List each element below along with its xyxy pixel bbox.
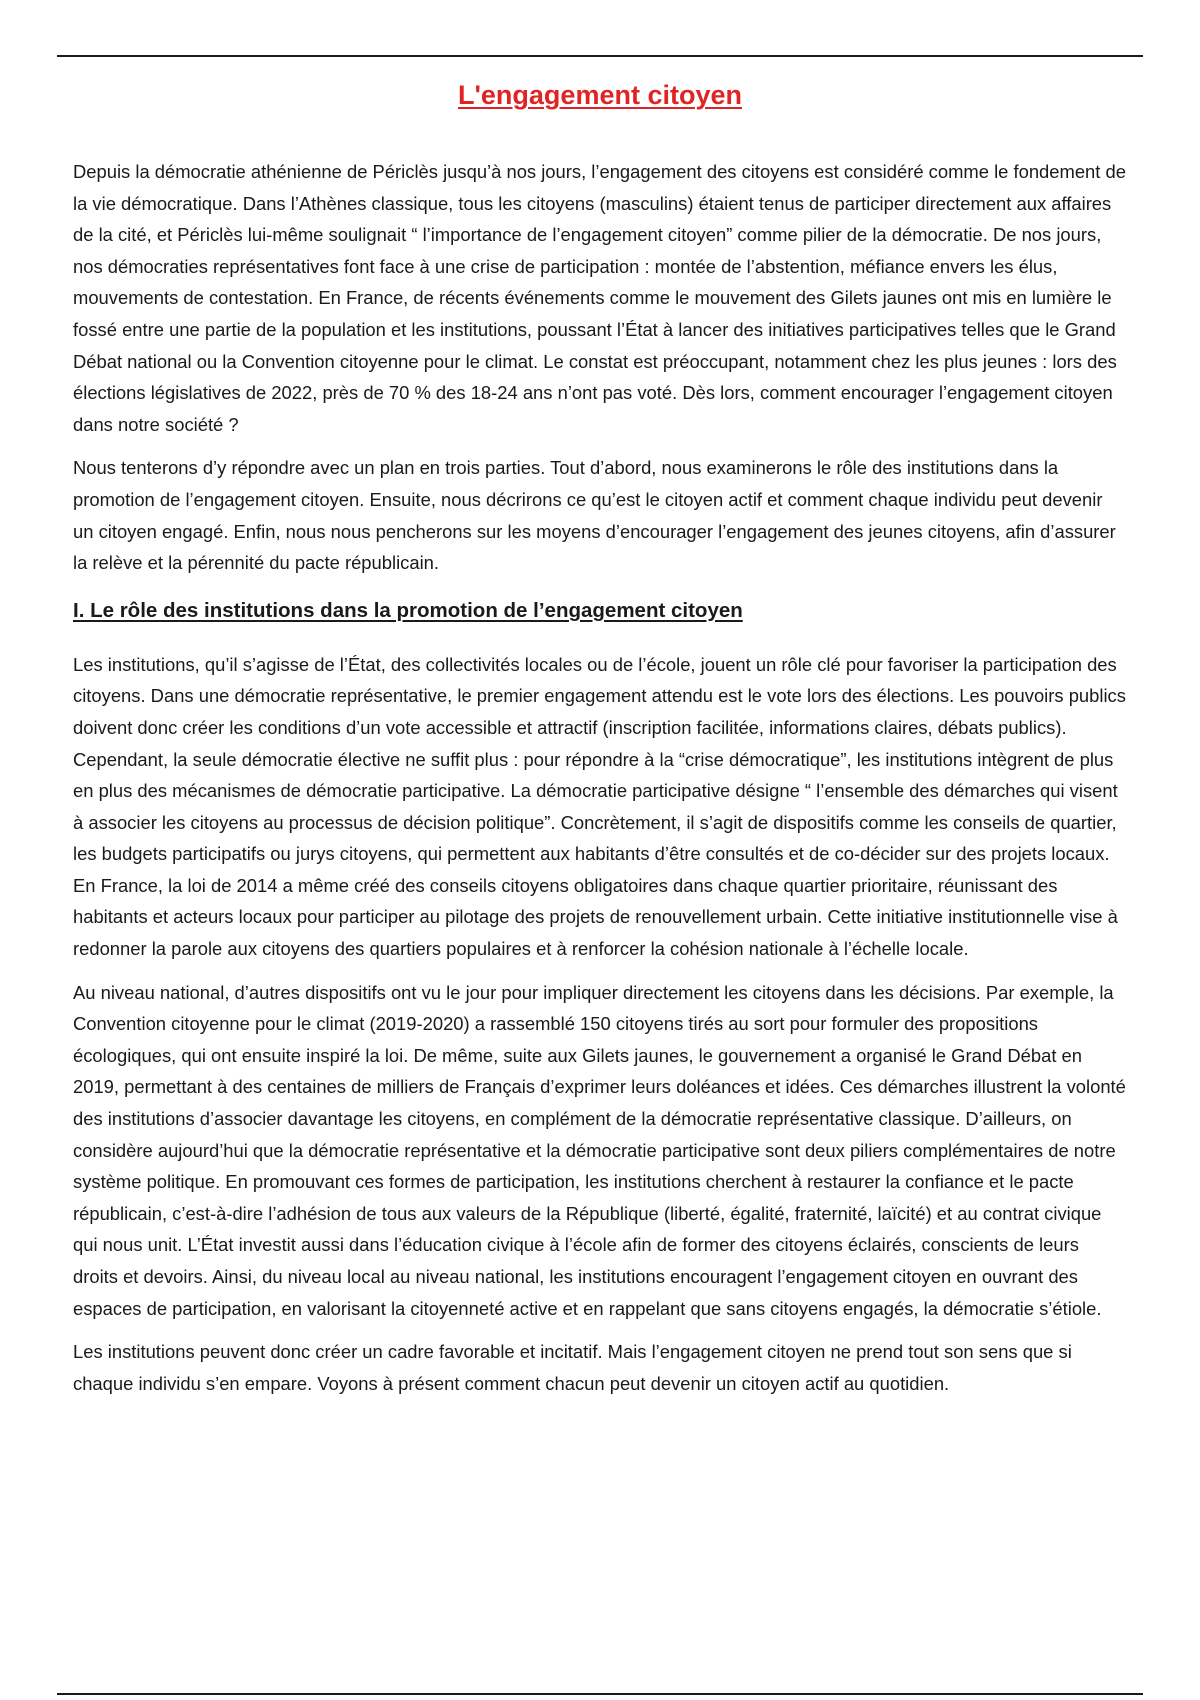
section-1-paragraph-1: Les institutions, qu’il s’agisse de l’État, des collectivités locales ou de l’école, jouent un rôle clé pour favoriser la participation des citoyens. Dans une démocratie représentative, le premier engagement attendu est le vote lors des élections. Les pouvoirs publics doivent donc créer les conditions d’un vote accessible et attractif (inscription facilitée, informations claires, débats publics). Cependant, la seule démocratie élective ne suffit plus : pour répondre à la “crise démocratique”, les institutions intègrent de plus en plus des mécanismes de démocratie participative. La démocratie participative désigne “ l’ensemble des démarches qui visent à associer les citoyens au processus de décision politique”. Concrètement, il s’agit de dispositifs comme les conseils de quartier, les budgets participatifs ou jurys citoyens, qui permettent aux habitants d’être consultés et de co-décider sur des projets locaux. En France, la loi de 2014 a même créé des conseils citoyens obligatoires dans chaque quartier prioritaire, réunissant des habitants et acteurs locaux pour participer au pilotage des projets de renouvellement urbain. Cette initiative institutionnelle vise à redonner la parole aux citoyens des quartiers populaires et à renforcer la cohésion nationale à l’échelle locale. <box>73 653 1126 960</box>
top-rule <box>57 55 1143 57</box>
section-1-paragraph-3: Les institutions peuvent donc créer un cadre favorable et incitatif. Mais l’engagement citoyen ne prend tout son sens que si chaque individu s’en empare. Voyons à présent comment chacun peut devenir un citoyen actif au quotidien. <box>73 1341 1072 1394</box>
bottom-rule <box>57 1693 1143 1695</box>
document-page <box>73 78 1127 1399</box>
section-1-heading: I. Le rôle des institutions dans la promotion de l’engagement citoyen <box>73 598 743 622</box>
section-1-paragraph-2: Au niveau national, d’autres dispositifs ont vu le jour pour impliquer directement les citoyens dans les décisions. Par exemple, la Convention citoyenne pour le climat (2019-2020) a rassemblé 150 citoyens tirés au sort pour formuler des propositions écologiques, qui ont ensuite inspiré la loi. De même, suite aux Gilets jaunes, le gouvernement a organisé le Grand Débat en 2019, permettant à des centaines de milliers de Français d’exprimer leurs doléances et idées. Ces démarches illustrent la volonté des institutions d’associer davantage les citoyens, en complément de la démocratie représentative classique. D’ailleurs, on considère aujourd’hui que la démocratie représentative et la démocratie participative sont deux piliers complémentaires de notre système politique. En promouvant ces formes de participation, les institutions cherchent à restaurer la confiance et le pacte républicain, c’est-à-dire l’adhésion de tous aux valeurs de la République (liberté, égalité, fraternité, laïcité) et au contrat civique qui nous unit. L’État investit aussi dans l’éducation civique à l’école afin de former des citoyens éclairés, conscients de leurs droits et devoirs. Ainsi, du niveau local au niveau national, les institutions encouragent l’engagement citoyen en ouvrant des espaces de participation, en valorisant la citoyenneté active et en rappelant que sans citoyens engagés, la démocratie s’étiole. <box>73 981 1126 1319</box>
document-title: L'engagement citoyen <box>458 80 742 110</box>
intro-paragraph-2: Nous tenterons d’y répondre avec un plan en trois parties. Tout d’abord, nous examinerons le rôle des institutions dans la promotion de l’engagement citoyen. Ensuite, nous décrirons ce qu’est le citoyen actif et comment chaque individu peut devenir un citoyen engagé. Enfin, nous nous pencherons sur les moyens d’encourager l’engagement des jeunes citoyens, afin d’assurer la relève et la pérennité du pacte républicain. <box>73 457 1116 574</box>
intro-paragraph-1: Depuis la démocratie athénienne de Périclès jusqu’à nos jours, l’engagement des citoyens est considéré comme le fondement de la vie démocratique. Dans l’Athènes classique, tous les citoyens (masculins) étaient tenus de participer directement aux affaires de la cité, et Périclès lui-même soulignait “ l’importance de l’engagement citoyen” comme pilier de la démocratie. De nos jours, nos démocraties représentatives font face à une crise de participation : montée de l’abstention, méfiance envers les élus, mouvements de contestation. En France, de récents événements comme le mouvement des Gilets jaunes ont mis en lumière le fossé entre une partie de la population et les institutions, poussant l’État à lancer des initiatives participatives telles que le Grand Débat national ou la Convention citoyenne pour le climat. Le constat est préoccupant, notamment chez les plus jeunes : lors des élections législatives de 2022, près de 70 % des 18-24 ans n’ont pas voté. Dès lors, comment encourager l’engagement citoyen dans notre société ? <box>73 161 1126 435</box>
